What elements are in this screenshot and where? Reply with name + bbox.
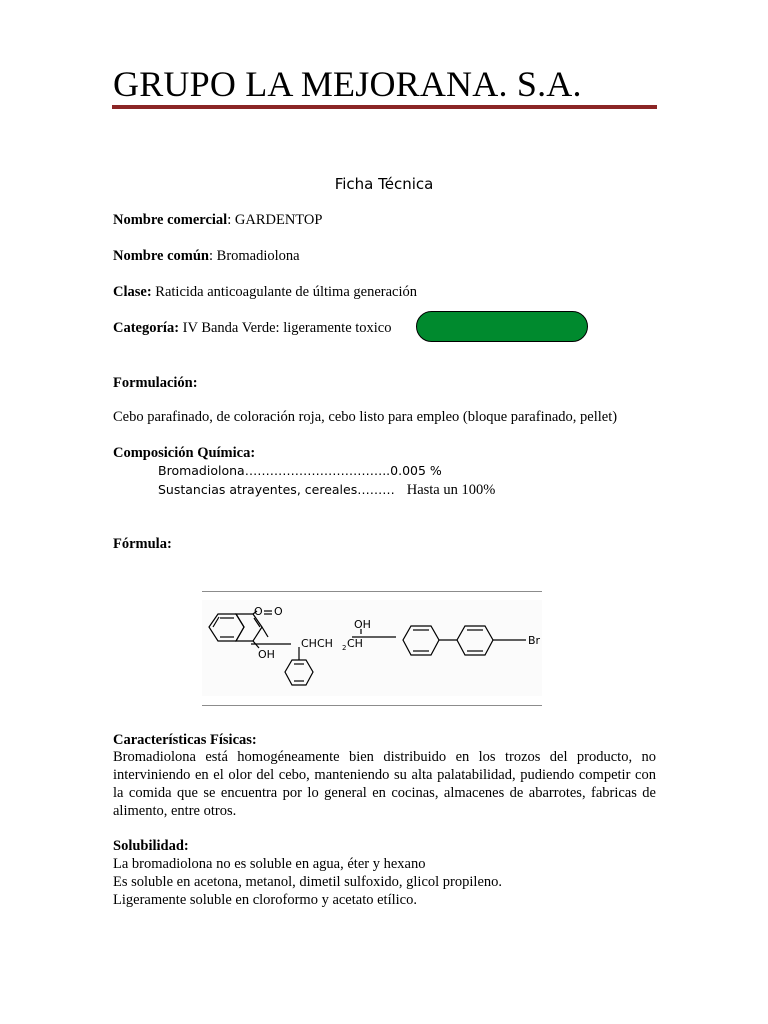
formulacion-heading [113, 374, 198, 392]
composicion-heading [113, 444, 255, 462]
page-title: Ficha Técnica [334, 175, 434, 193]
composicion-value: Hasta un 100% [406, 482, 496, 498]
nombre-comun-value: : Bromadiolona [209, 248, 300, 264]
solubilidad-line: Es soluble en acetona, metanol, dimetil sulfoxido, glicol propileno. [113, 874, 503, 890]
pyranone-ring [236, 614, 262, 641]
hydroxyl-label-bottom: OH [258, 648, 275, 661]
green-band-badge [416, 311, 588, 342]
clase-value: Raticida anticoagulante de última generación [151, 284, 417, 300]
solubilidad-heading-text: Solubilidad: [113, 838, 189, 854]
nombre-comun-label: Nombre común [113, 248, 209, 264]
composicion-row [158, 481, 495, 499]
formulacion-heading-text: Formulación: [113, 375, 198, 391]
composicion-name: Sustancias atrayentes, cereales [158, 482, 358, 497]
formula-heading-text: Fórmula: [113, 536, 172, 552]
nombre-comercial-value: : GARDENTOP [227, 212, 323, 228]
formula-heading [113, 535, 172, 553]
solubilidad-heading [113, 837, 189, 855]
composicion-row [158, 462, 442, 480]
solubilidad-line: La bromadiolona no es soluble en agua, éter y hexano [113, 856, 426, 872]
chain-end-label: CH [347, 637, 363, 650]
solubilidad-line: Ligeramente soluble en cloroformo y acetato etílico. [113, 892, 417, 908]
categoria-value: IV Banda Verde: ligeramente toxico [179, 320, 392, 336]
bromadiolone-structure-diagram [196, 596, 556, 696]
formula-top-rule [202, 591, 542, 592]
composicion-heading-text: Composición Química: [113, 445, 256, 461]
clase-line [113, 283, 417, 301]
formula-bottom-rule [202, 705, 542, 706]
ring-oxygen-label: O [254, 605, 263, 618]
composicion-dots: ……… [357, 482, 395, 497]
chain-label: CHCH [301, 637, 333, 650]
nombre-comun-line [113, 247, 300, 265]
categoria-line [113, 319, 392, 337]
composicion-value: 0.005 % [390, 463, 442, 478]
clase-label: Clase: [113, 284, 152, 300]
caracteristicas-text: Bromadiolona está homogéneamente bien distribuido en los trozos del producto, no interviniendo en el olor del cebo, manteniendo su alta palatabilidad, pudiendo competir con la comida que se encuentra por lo general en cocinas, almacenes de abarrotes, fabricas de alimento, entre otros. [113, 749, 656, 819]
composicion-dots: …………………………….. [244, 463, 391, 478]
nombre-comercial-line [113, 211, 322, 229]
carbonyl-oxygen-label: O [274, 605, 283, 618]
nombre-comercial-label: Nombre comercial [113, 212, 228, 228]
hydroxyl-label-top: OH [354, 618, 371, 631]
categoria-label: Categoría: [113, 320, 180, 336]
chain-subscript: 2 [342, 644, 347, 652]
caracteristicas-heading-text: Características Físicas: [113, 732, 257, 748]
header-rule [112, 105, 657, 109]
company-name: GRUPO LA MEJORANA. S.A. [113, 64, 582, 104]
bromine-label: Br [528, 634, 541, 647]
formulacion-text: Cebo parafinado, de coloración roja, cebo listo para empleo (bloque parafinado, pellet) [113, 409, 618, 425]
composicion-name: Bromadiolona [158, 463, 245, 478]
caracteristicas-heading [113, 731, 257, 749]
